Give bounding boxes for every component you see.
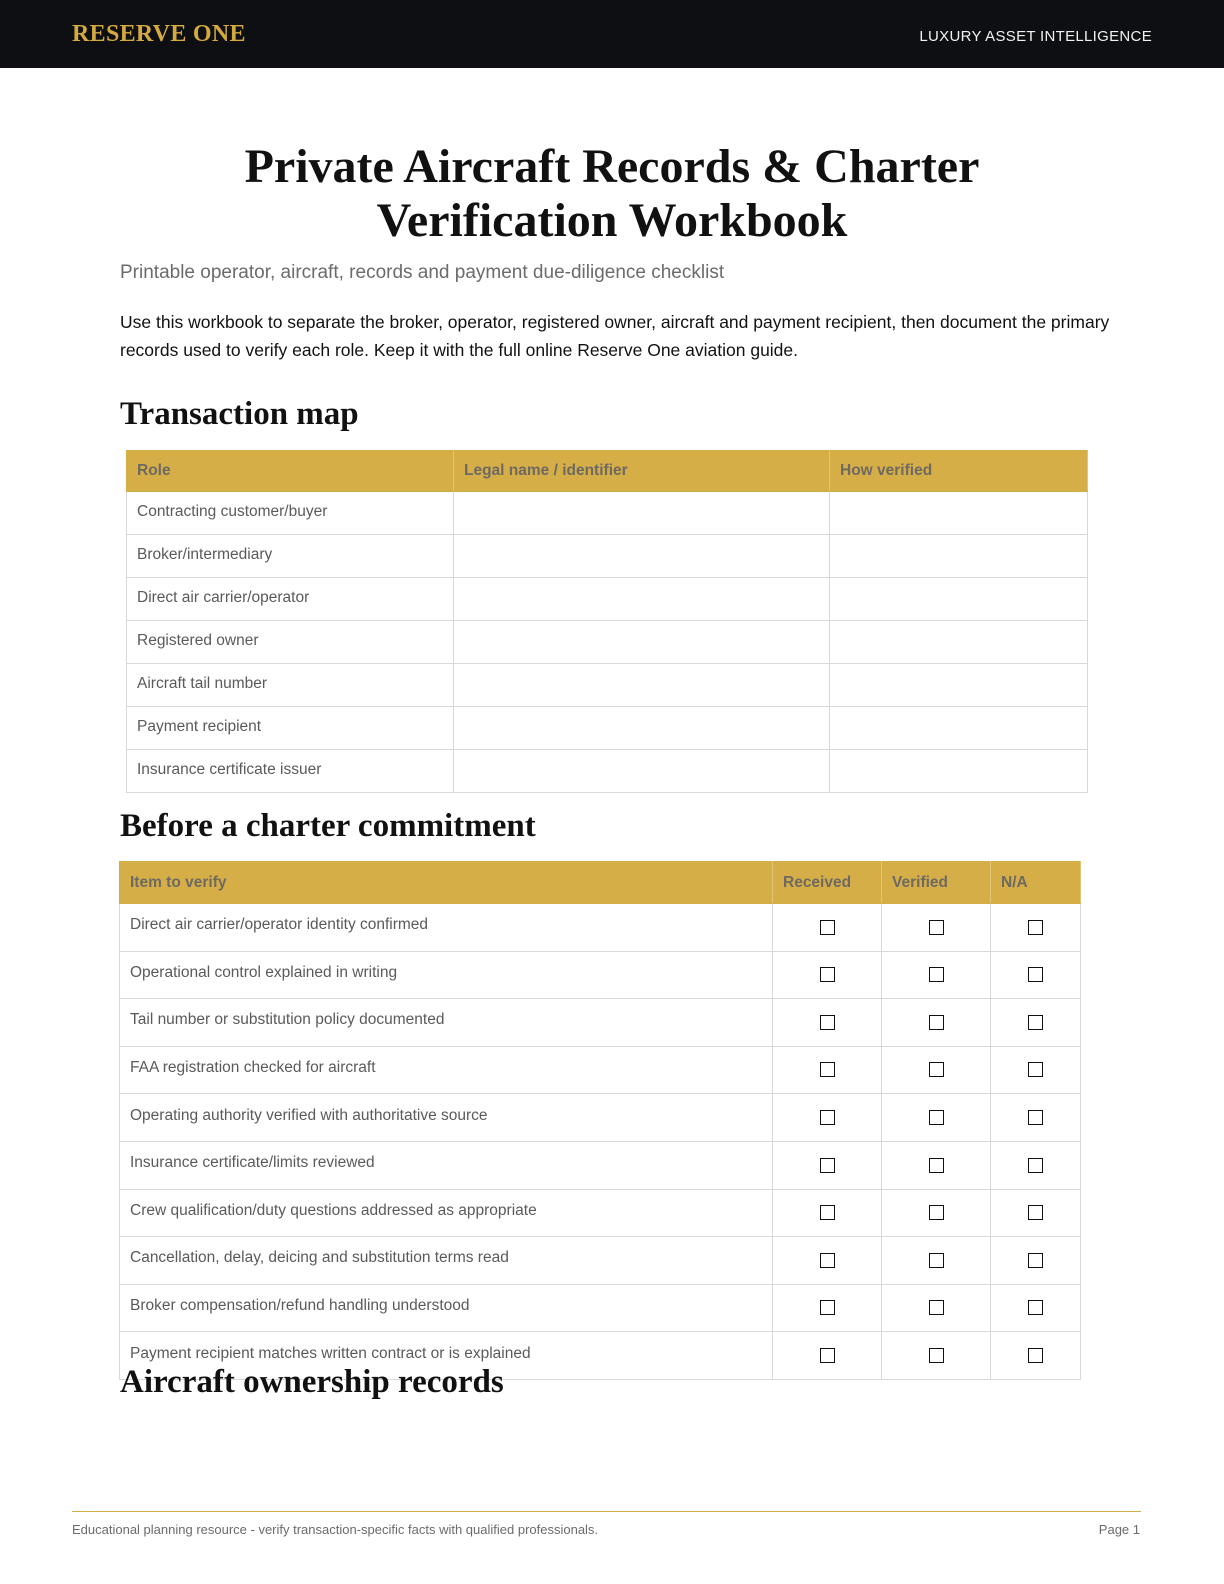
received-checkbox-cell <box>773 904 882 952</box>
legal-name-input-cell[interactable] <box>454 535 830 578</box>
received-checkbox[interactable] <box>820 1253 835 1268</box>
received-checkbox-cell <box>773 1141 882 1189</box>
checklist-item-label: Broker compensation/refund handling understood <box>120 1284 773 1332</box>
table-row <box>120 904 1081 952</box>
table-row <box>120 999 1081 1047</box>
na-checkbox-cell <box>991 1189 1081 1237</box>
role-cell: Registered owner <box>127 621 454 664</box>
verified-checkbox[interactable] <box>929 1110 944 1125</box>
received-checkbox-cell <box>773 1332 882 1380</box>
verified-checkbox-cell <box>882 951 991 999</box>
column-header-how-verified: How verified <box>830 451 1088 492</box>
transaction-map-table <box>126 450 1088 793</box>
verified-checkbox[interactable] <box>929 1253 944 1268</box>
brand-logo: RESERVE ONE <box>72 21 246 47</box>
table-header-row <box>120 862 1081 904</box>
table-row <box>127 578 1088 621</box>
received-checkbox[interactable] <box>820 1348 835 1363</box>
intro-paragraph: Use this workbook to separate the broker, operator, registered owner, aircraft and payment recipient, then document the primary records used to verify each role. Keep it with the full online Reserve One aviation guide. <box>120 312 1110 360</box>
column-header-legal-name: Legal name / identifier <box>454 451 830 492</box>
received-checkbox[interactable] <box>820 1015 835 1030</box>
verified-checkbox-cell <box>882 1284 991 1332</box>
column-header-na: N/A <box>991 862 1081 904</box>
checklist-item-label: Direct air carrier/operator identity confirmed <box>120 904 773 952</box>
how-verified-input-cell[interactable] <box>830 535 1088 578</box>
na-checkbox[interactable] <box>1028 1300 1043 1315</box>
checklist-item-label: Insurance certificate/limits reviewed <box>120 1141 773 1189</box>
title-line-2: Verification Workbook <box>376 194 848 247</box>
table-row <box>127 535 1088 578</box>
verified-checkbox-cell <box>882 1141 991 1189</box>
na-checkbox-cell <box>991 999 1081 1047</box>
table-row <box>120 1141 1081 1189</box>
table-row <box>127 664 1088 707</box>
table-row <box>120 1284 1081 1332</box>
table-row <box>127 707 1088 750</box>
table-row <box>120 1237 1081 1285</box>
received-checkbox[interactable] <box>820 1158 835 1173</box>
verified-checkbox-cell <box>882 1237 991 1285</box>
table-row <box>127 750 1088 793</box>
how-verified-input-cell[interactable] <box>830 578 1088 621</box>
na-checkbox[interactable] <box>1028 1158 1043 1173</box>
verified-checkbox[interactable] <box>929 1300 944 1315</box>
how-verified-input-cell[interactable] <box>830 621 1088 664</box>
na-checkbox-cell <box>991 1284 1081 1332</box>
checklist-item-label: FAA registration checked for aircraft <box>120 1046 773 1094</box>
legal-name-input-cell[interactable] <box>454 664 830 707</box>
how-verified-input-cell[interactable] <box>830 750 1088 793</box>
section-heading-charter-commitment: Before a charter commitment <box>120 808 536 844</box>
na-checkbox-cell <box>991 1237 1081 1285</box>
na-checkbox[interactable] <box>1028 1062 1043 1077</box>
na-checkbox[interactable] <box>1028 1110 1043 1125</box>
verified-checkbox-cell <box>882 999 991 1047</box>
received-checkbox[interactable] <box>820 1062 835 1077</box>
how-verified-input-cell[interactable] <box>830 664 1088 707</box>
table-row <box>120 1189 1081 1237</box>
column-header-role: Role <box>127 451 454 492</box>
verified-checkbox-cell <box>882 1046 991 1094</box>
title-line-1: Private Aircraft Records & Charter <box>244 140 980 193</box>
how-verified-input-cell[interactable] <box>830 707 1088 750</box>
how-verified-input-cell[interactable] <box>830 492 1088 535</box>
verified-checkbox[interactable] <box>929 967 944 982</box>
na-checkbox[interactable] <box>1028 920 1043 935</box>
legal-name-input-cell[interactable] <box>454 578 830 621</box>
verified-checkbox-cell <box>882 1332 991 1380</box>
received-checkbox-cell <box>773 1046 882 1094</box>
role-cell: Insurance certificate issuer <box>127 750 454 793</box>
checklist-item-label: Crew qualification/duty questions addressed as appropriate <box>120 1189 773 1237</box>
footer-divider <box>72 1511 1141 1512</box>
role-cell: Direct air carrier/operator <box>127 578 454 621</box>
na-checkbox-cell <box>991 951 1081 999</box>
verified-checkbox[interactable] <box>929 1015 944 1030</box>
na-checkbox-cell <box>991 1332 1081 1380</box>
document-subtitle: Printable operator, aircraft, records and payment due-diligence checklist <box>120 262 725 283</box>
received-checkbox[interactable] <box>820 1300 835 1315</box>
role-cell: Broker/intermediary <box>127 535 454 578</box>
received-checkbox-cell <box>773 1189 882 1237</box>
received-checkbox[interactable] <box>820 967 835 982</box>
brand-tagline: LUXURY ASSET INTELLIGENCE <box>919 28 1152 45</box>
received-checkbox-cell <box>773 1284 882 1332</box>
legal-name-input-cell[interactable] <box>454 621 830 664</box>
received-checkbox[interactable] <box>820 920 835 935</box>
verified-checkbox[interactable] <box>929 1062 944 1077</box>
table-row <box>127 492 1088 535</box>
received-checkbox[interactable] <box>820 1110 835 1125</box>
na-checkbox[interactable] <box>1028 1253 1043 1268</box>
checklist-item-label: Payment recipient matches written contract or is explained <box>120 1332 773 1380</box>
role-cell: Contracting customer/buyer <box>127 492 454 535</box>
checklist-item-label: Operational control explained in writing <box>120 951 773 999</box>
na-checkbox[interactable] <box>1028 1205 1043 1220</box>
na-checkbox[interactable] <box>1028 1015 1043 1030</box>
top-bar <box>0 0 1224 68</box>
checklist-item-label: Operating authority verified with authoritative source <box>120 1094 773 1142</box>
verified-checkbox-cell <box>882 904 991 952</box>
received-checkbox[interactable] <box>820 1205 835 1220</box>
charter-checklist-table <box>119 861 1081 1380</box>
na-checkbox-cell <box>991 1141 1081 1189</box>
footer-disclaimer: Educational planning resource - verify transaction-specific facts with qualified professionals. <box>72 1522 599 1537</box>
verified-checkbox[interactable] <box>929 920 944 935</box>
table-row <box>120 1094 1081 1142</box>
table-header-row <box>127 451 1088 492</box>
received-checkbox-cell <box>773 1094 882 1142</box>
role-cell: Payment recipient <box>127 707 454 750</box>
page-number: Page 1 <box>1098 1522 1140 1537</box>
legal-name-input-cell[interactable] <box>454 492 830 535</box>
role-cell: Aircraft tail number <box>127 664 454 707</box>
checklist-item-label: Cancellation, delay, deicing and substitution terms read <box>120 1237 773 1285</box>
column-header-received: Received <box>773 862 882 904</box>
na-checkbox-cell <box>991 1046 1081 1094</box>
section-heading-ownership-records: Aircraft ownership records <box>120 1364 504 1400</box>
verified-checkbox[interactable] <box>929 1205 944 1220</box>
legal-name-input-cell[interactable] <box>454 707 830 750</box>
na-checkbox-cell <box>991 904 1081 952</box>
column-header-item: Item to verify <box>120 862 773 904</box>
verified-checkbox[interactable] <box>929 1158 944 1173</box>
section-heading-transaction-map: Transaction map <box>120 396 359 432</box>
na-checkbox[interactable] <box>1028 967 1043 982</box>
na-checkbox[interactable] <box>1028 1348 1043 1363</box>
received-checkbox-cell <box>773 951 882 999</box>
table-row <box>120 1046 1081 1094</box>
document-title <box>72 140 1152 248</box>
table-row <box>120 951 1081 999</box>
column-header-verified: Verified <box>882 862 991 904</box>
na-checkbox-cell <box>991 1094 1081 1142</box>
checklist-item-label: Tail number or substitution policy documented <box>120 999 773 1047</box>
verified-checkbox-cell <box>882 1189 991 1237</box>
received-checkbox-cell <box>773 999 882 1047</box>
received-checkbox-cell <box>773 1237 882 1285</box>
verified-checkbox-cell <box>882 1094 991 1142</box>
legal-name-input-cell[interactable] <box>454 750 830 793</box>
verified-checkbox[interactable] <box>929 1348 944 1363</box>
table-row <box>127 621 1088 664</box>
